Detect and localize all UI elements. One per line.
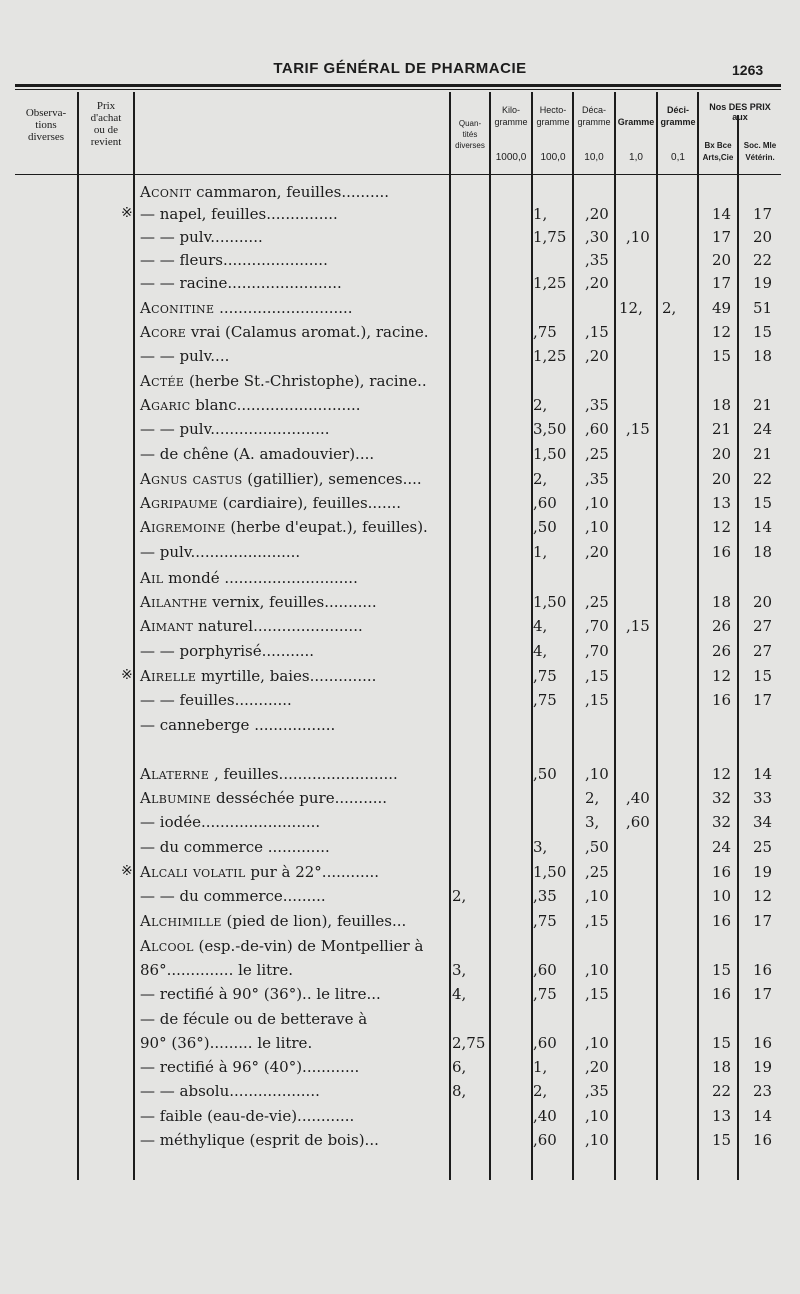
price-arts: 12 <box>712 667 732 685</box>
page-header-title: TARIF GÉNÉRAL DE PHARMACIE <box>273 60 527 77</box>
price-veterinaire: 17 <box>753 912 773 930</box>
price-veterinaire: 22 <box>753 470 773 488</box>
entry-text: — — pulv.... <box>140 347 230 365</box>
price-arts: 18 <box>712 593 732 611</box>
column-divider <box>489 92 491 1180</box>
price-arts: 13 <box>712 494 732 512</box>
entry-description <box>140 937 423 955</box>
entry-text: naturel....................... <box>197 617 363 635</box>
entry-description <box>140 569 358 587</box>
price-arts: 32 <box>712 813 732 831</box>
entry-description <box>140 251 328 269</box>
price-decigramme: 2, <box>662 299 677 317</box>
price-veterinaire: 33 <box>753 789 773 807</box>
price-arts: 15 <box>712 961 732 979</box>
col-header-kilo: Kilo- gramme <box>494 105 528 127</box>
entry-text: — de chêne (A. amadouvier).... <box>140 445 375 463</box>
entry-text: — — du commerce......... <box>140 887 326 905</box>
price-arts: 26 <box>712 617 732 635</box>
price-kilogramme: ,50 <box>533 765 557 783</box>
price-veterinaire: 27 <box>753 642 773 660</box>
price-hectogramme: ,15 <box>585 323 609 341</box>
price-arts: 16 <box>712 985 732 1003</box>
entry-description <box>140 347 229 365</box>
price-arts: 14 <box>712 205 732 223</box>
price-arts: 16 <box>712 863 732 881</box>
entry-description <box>140 642 314 660</box>
entry-name: Agnus castus <box>140 470 243 488</box>
price-gramme: 12, <box>619 299 643 317</box>
entry-marker-icon: ※ <box>121 205 133 221</box>
price-hectogramme: ,10 <box>585 765 609 783</box>
price-veterinaire: 14 <box>753 765 773 783</box>
col-header-observations: Observa- tions diverses <box>25 107 67 143</box>
column-divider <box>133 92 135 1180</box>
quantite-diverse: 8, <box>452 1082 467 1100</box>
price-veterinaire: 19 <box>753 1058 773 1076</box>
entry-text: — rectifié à 90° (36°).. le litre... <box>140 985 381 1003</box>
price-arts: 32 <box>712 789 732 807</box>
quantite-diverse: 6, <box>452 1058 467 1076</box>
entry-marker-icon: ※ <box>121 667 133 683</box>
entry-description <box>140 789 387 807</box>
price-veterinaire: 15 <box>753 323 773 341</box>
price-hectogramme: ,25 <box>585 445 609 463</box>
column-divider <box>737 115 739 1180</box>
entry-name: Ail <box>140 569 164 587</box>
price-hectogramme: ,70 <box>585 642 609 660</box>
quantite-diverse: 2, <box>452 887 467 905</box>
entry-text: (herbe d'eupat.), feuilles). <box>230 518 428 536</box>
entry-text: — — pulv......................... <box>140 420 330 438</box>
price-hectogramme: ,10 <box>585 1131 609 1149</box>
entry-description <box>140 617 363 635</box>
entry-text: — faible (eau-de-vie)............ <box>140 1107 355 1125</box>
entry-description <box>140 372 427 390</box>
entry-text: (gatillier), semences.... <box>247 470 422 488</box>
entry-text: — — absolu................... <box>140 1082 320 1100</box>
price-hectogramme: ,20 <box>585 1058 609 1076</box>
price-kilogramme: 1,50 <box>533 593 567 611</box>
entry-name: Actée <box>140 372 185 390</box>
price-veterinaire: 14 <box>753 1107 773 1125</box>
price-hectogramme: ,25 <box>585 593 609 611</box>
entry-description <box>140 396 361 414</box>
price-arts: 22 <box>712 1082 732 1100</box>
entry-text: desséchée pure........... <box>215 789 388 807</box>
price-kilogramme: 1, <box>533 1058 548 1076</box>
entry-text: — pulv....................... <box>140 543 301 561</box>
price-arts: 21 <box>712 420 732 438</box>
price-veterinaire: 19 <box>753 274 773 292</box>
price-arts: 26 <box>712 642 732 660</box>
price-kilogramme: 3,50 <box>533 420 567 438</box>
entry-description <box>140 183 389 201</box>
entry-text: , feuilles......................... <box>213 765 398 783</box>
entry-name: Aigremoine <box>140 518 226 536</box>
price-kilogramme: 1,75 <box>533 228 567 246</box>
entry-text: — méthylique (esprit de bois)... <box>140 1131 379 1149</box>
column-divider <box>572 92 574 1180</box>
price-decagramme: ,60 <box>626 813 650 831</box>
price-hectogramme: ,20 <box>585 347 609 365</box>
entry-text: — — feuilles............ <box>140 691 292 709</box>
entry-text: 90° (36°)......... le litre. <box>140 1034 313 1052</box>
col-header-arts: Bx Bce Arts,Cie <box>702 141 734 162</box>
entry-text: (esp.-de-vin) de Montpellier à <box>198 937 424 955</box>
price-kilogramme: 1, <box>533 543 548 561</box>
price-kilogramme: 2, <box>533 1082 548 1100</box>
price-hectogramme: ,35 <box>585 251 609 269</box>
price-kilogramme: 1,25 <box>533 274 567 292</box>
price-hectogramme: 3, <box>585 813 600 831</box>
price-veterinaire: 14 <box>753 518 773 536</box>
price-kilogramme: 4, <box>533 642 548 660</box>
entry-description <box>140 765 398 783</box>
entry-text: — — fleurs...................... <box>140 251 328 269</box>
entry-description <box>140 323 429 341</box>
price-hectogramme: ,30 <box>585 228 609 246</box>
price-decagramme: ,40 <box>626 789 650 807</box>
col-header-deci: Déci- gramme <box>660 105 696 127</box>
entry-text: — iodée......................... <box>140 813 321 831</box>
entry-description <box>140 205 338 223</box>
price-hectogramme: ,10 <box>585 518 609 536</box>
entry-description <box>140 445 374 463</box>
entry-description <box>140 299 353 317</box>
price-veterinaire: 16 <box>753 1131 773 1149</box>
entry-text: — de fécule ou de betterave à <box>140 1010 368 1028</box>
price-veterinaire: 16 <box>753 961 773 979</box>
entry-description <box>140 1131 379 1149</box>
entry-text: — rectifié à 96° (40°)............ <box>140 1058 360 1076</box>
entry-description <box>140 494 401 512</box>
entry-marker-icon: ※ <box>121 863 133 879</box>
price-arts: 17 <box>712 274 732 292</box>
quantite-diverse: 2,75 <box>452 1034 486 1052</box>
price-kilogramme: ,75 <box>533 323 557 341</box>
entry-text: (cardiaire), feuilles....... <box>222 494 402 512</box>
entry-text: — du commerce ............. <box>140 838 330 856</box>
price-hectogramme: ,35 <box>585 1082 609 1100</box>
entry-text: — — racine........................ <box>140 274 342 292</box>
price-kilogramme: 2, <box>533 470 548 488</box>
price-decagramme: ,10 <box>626 228 650 246</box>
entry-description <box>140 912 406 930</box>
entry-text: vrai (Calamus aromat.), racine. <box>190 323 429 341</box>
entry-description <box>140 716 335 734</box>
price-veterinaire: 27 <box>753 617 773 635</box>
price-kilogramme: 1,50 <box>533 445 567 463</box>
column-divider <box>697 92 699 1180</box>
price-hectogramme: 2, <box>585 789 600 807</box>
entry-text: pur à 22°............ <box>250 863 380 881</box>
column-divider <box>614 92 616 1180</box>
price-veterinaire: 12 <box>753 887 773 905</box>
price-hectogramme: ,10 <box>585 494 609 512</box>
entry-text: — — pulv........... <box>140 228 263 246</box>
col-header-kilo-value: 1000,0 <box>495 152 527 163</box>
price-kilogramme: ,60 <box>533 961 557 979</box>
price-veterinaire: 18 <box>753 543 773 561</box>
entry-text: (pied de lion), feuilles... <box>226 912 407 930</box>
entry-name: Alcali volatil <box>140 863 246 881</box>
price-hectogramme: ,10 <box>585 1034 609 1052</box>
price-kilogramme: ,75 <box>533 912 557 930</box>
entry-name: Alchimille <box>140 912 222 930</box>
price-arts: 12 <box>712 518 732 536</box>
entry-description <box>140 470 422 488</box>
page-number: 1263 <box>732 62 764 78</box>
price-veterinaire: 18 <box>753 347 773 365</box>
price-hectogramme: ,15 <box>585 912 609 930</box>
price-veterinaire: 20 <box>753 228 773 246</box>
entry-description <box>140 813 320 831</box>
price-kilogramme: ,60 <box>533 1034 557 1052</box>
entry-text: myrtille, baies.............. <box>201 667 377 685</box>
price-arts: 12 <box>712 765 732 783</box>
price-veterinaire: 23 <box>753 1082 773 1100</box>
entry-description <box>140 518 428 536</box>
entry-text: blanc.......................... <box>195 396 361 414</box>
price-hectogramme: ,25 <box>585 863 609 881</box>
price-arts: 18 <box>712 1058 732 1076</box>
price-arts: 12 <box>712 323 732 341</box>
price-arts: 16 <box>712 912 732 930</box>
price-arts: 20 <box>712 445 732 463</box>
price-veterinaire: 34 <box>753 813 773 831</box>
entry-name: Alaterne <box>140 765 210 783</box>
price-decagramme: ,15 <box>626 420 650 438</box>
entry-description <box>140 228 263 246</box>
price-hectogramme: ,35 <box>585 396 609 414</box>
entry-name: Albumine <box>140 789 212 807</box>
entry-text: mondé ............................ <box>168 569 358 587</box>
entry-text: ............................ <box>219 299 353 317</box>
entry-description <box>140 985 381 1003</box>
entry-text: (herbe St.-Christophe), racine.. <box>188 372 427 390</box>
price-kilogramme: ,60 <box>533 1131 557 1149</box>
entry-name: Ailanthe <box>140 593 208 611</box>
entry-description <box>140 667 376 685</box>
price-arts: 15 <box>712 1034 732 1052</box>
top-rule <box>15 84 781 87</box>
entry-name: Airelle <box>140 667 197 685</box>
col-header-gramme-value: 1,0 <box>629 152 643 163</box>
price-veterinaire: 25 <box>753 838 773 856</box>
price-veterinaire: 17 <box>753 985 773 1003</box>
price-veterinaire: 19 <box>753 863 773 881</box>
price-veterinaire: 20 <box>753 593 773 611</box>
col-header-hecto-value: 100,0 <box>540 152 566 163</box>
entry-description <box>140 543 300 561</box>
price-arts: 15 <box>712 1131 732 1149</box>
entry-text: cammaron, feuilles.......... <box>196 183 390 201</box>
price-kilogramme: 1,50 <box>533 863 567 881</box>
price-arts: 16 <box>712 543 732 561</box>
price-kilogramme: 4, <box>533 617 548 635</box>
price-hectogramme: ,10 <box>585 1107 609 1125</box>
column-divider <box>656 92 658 1180</box>
price-kilogramme: 1,25 <box>533 347 567 365</box>
entry-description <box>140 274 342 292</box>
col-header-deca-value: 10,0 <box>584 152 604 163</box>
entry-text: — napel, feuilles............... <box>140 205 338 223</box>
entry-description <box>140 593 377 611</box>
price-kilogramme: ,75 <box>533 691 557 709</box>
price-kilogramme: ,75 <box>533 985 557 1003</box>
price-kilogramme: ,35 <box>533 887 557 905</box>
col-header-deci-value: 0,1 <box>671 152 685 163</box>
price-veterinaire: 15 <box>753 494 773 512</box>
column-divider <box>77 92 79 1180</box>
entry-description <box>140 1034 312 1052</box>
col-header-gramme: Gramme <box>617 117 655 127</box>
price-veterinaire: 17 <box>753 691 773 709</box>
entry-name: Acore <box>140 323 187 341</box>
price-arts: 20 <box>712 251 732 269</box>
entry-name: Agripaume <box>140 494 218 512</box>
price-hectogramme: ,20 <box>585 274 609 292</box>
col-header-hecto: Hecto- gramme <box>536 105 570 127</box>
price-veterinaire: 17 <box>753 205 773 223</box>
entry-description <box>140 863 379 881</box>
price-arts: 10 <box>712 887 732 905</box>
price-kilogramme: ,75 <box>533 667 557 685</box>
col-header-veterinaire: Soc. Mle Vétérin. <box>743 141 777 162</box>
price-arts: 49 <box>712 299 732 317</box>
column-divider <box>449 92 451 1180</box>
price-kilogramme: ,50 <box>533 518 557 536</box>
price-veterinaire: 16 <box>753 1034 773 1052</box>
top-rule-thin <box>15 89 781 90</box>
entry-text: vernix, feuilles........... <box>212 593 377 611</box>
price-kilogramme: ,40 <box>533 1107 557 1125</box>
price-hectogramme: ,20 <box>585 543 609 561</box>
price-decagramme: ,15 <box>626 617 650 635</box>
entry-description <box>140 961 293 979</box>
entry-description <box>140 838 330 856</box>
entry-description <box>140 1082 320 1100</box>
price-hectogramme: ,20 <box>585 205 609 223</box>
price-kilogramme: 2, <box>533 396 548 414</box>
header-bottom-rule <box>15 174 781 175</box>
price-veterinaire: 22 <box>753 251 773 269</box>
price-arts: 16 <box>712 691 732 709</box>
price-hectogramme: ,10 <box>585 887 609 905</box>
price-hectogramme: ,15 <box>585 691 609 709</box>
price-arts: 17 <box>712 228 732 246</box>
entry-name: Agaric <box>140 396 191 414</box>
entry-name: Aimant <box>140 617 194 635</box>
price-hectogramme: ,15 <box>585 667 609 685</box>
price-veterinaire: 21 <box>753 396 773 414</box>
price-kilogramme: 3, <box>533 838 548 856</box>
entry-description <box>140 887 326 905</box>
entry-name: Aconit <box>140 183 192 201</box>
col-header-prix-aux: Nos DES PRIX aux <box>709 102 771 122</box>
price-hectogramme: ,70 <box>585 617 609 635</box>
entry-description <box>140 420 330 438</box>
entry-name: Aconitine <box>140 299 215 317</box>
quantite-diverse: 4, <box>452 985 467 1003</box>
entry-description <box>140 1058 359 1076</box>
price-veterinaire: 24 <box>753 420 773 438</box>
col-header-prix-achat: Prix d'achat ou de revient <box>90 100 122 148</box>
price-hectogramme: ,15 <box>585 985 609 1003</box>
price-hectogramme: ,35 <box>585 470 609 488</box>
entry-name: Alcool <box>140 937 194 955</box>
price-hectogramme: ,50 <box>585 838 609 856</box>
entry-description <box>140 691 292 709</box>
price-arts: 24 <box>712 838 732 856</box>
price-arts: 20 <box>712 470 732 488</box>
column-divider <box>531 92 533 1180</box>
price-veterinaire: 21 <box>753 445 773 463</box>
price-arts: 13 <box>712 1107 732 1125</box>
col-header-quantites: Quan- tités diverses <box>455 119 485 150</box>
price-hectogramme: ,10 <box>585 961 609 979</box>
entry-text: — — porphyrisé........... <box>140 642 315 660</box>
price-arts: 15 <box>712 347 732 365</box>
price-hectogramme: ,60 <box>585 420 609 438</box>
entry-description <box>140 1010 367 1028</box>
entry-text: — canneberge ................. <box>140 716 336 734</box>
entry-description <box>140 1107 354 1125</box>
col-header-deca: Déca- gramme <box>577 105 611 127</box>
price-kilogramme: 1, <box>533 205 548 223</box>
price-veterinaire: 51 <box>753 299 773 317</box>
quantite-diverse: 3, <box>452 961 467 979</box>
price-arts: 18 <box>712 396 732 414</box>
price-veterinaire: 15 <box>753 667 773 685</box>
entry-text: 86°.............. le litre. <box>140 961 293 979</box>
price-kilogramme: ,60 <box>533 494 557 512</box>
